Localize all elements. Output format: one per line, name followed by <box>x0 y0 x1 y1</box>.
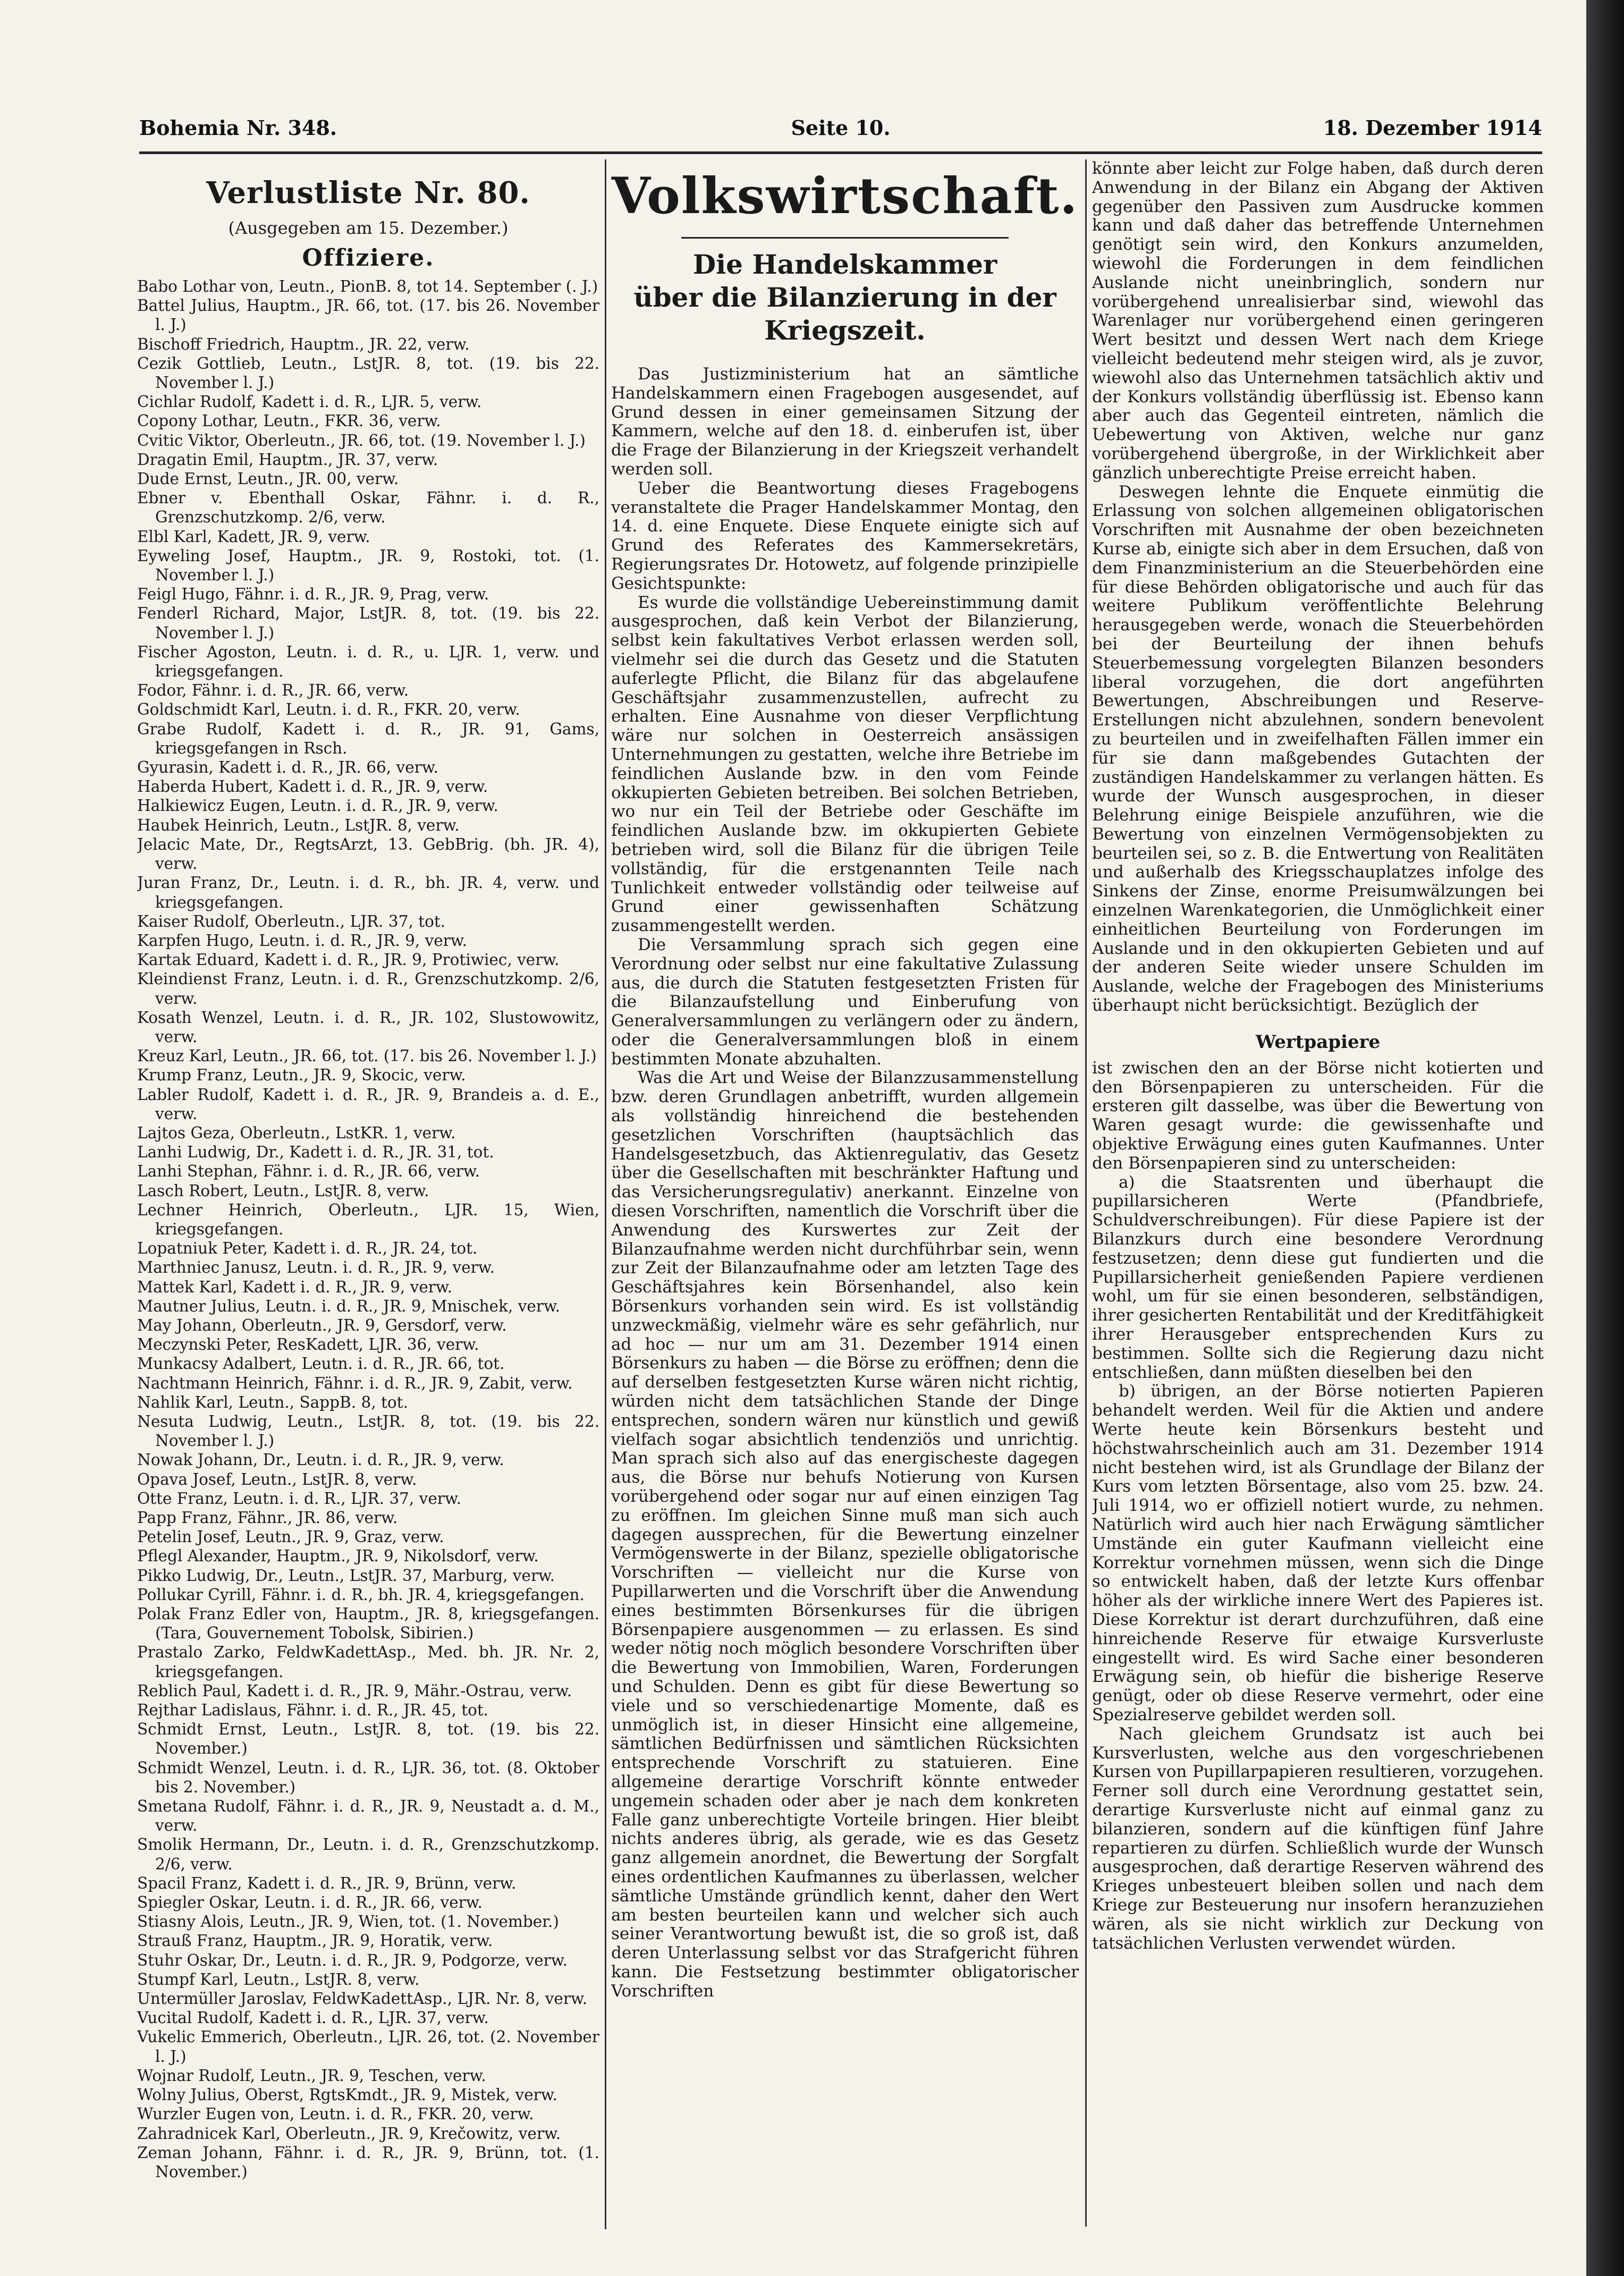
casualty-entry: Polak Franz Edler von, Hauptm., JR. 8, kriegsgefangen. (Tara, Gouvernement Tobolsk, Sibirien.) <box>137 1605 599 1643</box>
casualty-entry: Lanhi Stephan, Fähnr. i. d. R., JR. 66, verw. <box>137 1162 480 1181</box>
casualty-entry: Cvitic Viktor, Oberleutn., JR. 66, tot. (19. November l. J.) <box>137 431 586 450</box>
casualty-entry: Kleindienst Franz, Leutn. i. d. R., Grenzschutzkomp. 2/6, verw. <box>137 970 599 1008</box>
casualty-entry: Spacil Franz, Kadett i. d. R., JR. 9, Brünn, verw. <box>137 1874 517 1892</box>
continuation-column <box>1092 159 1544 2232</box>
casualty-entry: Lechner Heinrich, Oberleutn., LJR. 15, Wien, kriegsgefangen. <box>137 1200 599 1238</box>
casualty-entry: Feigl Hugo, Fähnr. i. d. R., JR. 9, Prag, verw. <box>137 585 489 604</box>
casualty-entry: Mattek Karl, Kadett i. d. R., JR. 9, verw. <box>137 1277 453 1296</box>
casualty-entry: Gyurasin, Kadett i. d. R., JR. 66, verw. <box>137 758 438 777</box>
article-body <box>611 365 1079 2001</box>
casualty-entry: Elbl Karl, Kadett, JR. 9, verw. <box>137 527 370 546</box>
article-paragraph: könnte aber leicht zur Folge haben, daß durch deren Anwendung in der Bilanz ein Abgang der Aktiven gegenüber den Passiven zum Ausdrucke kommen kann und daß daher das betreffende Unternehmen genötigt sein wird, den Konkurs anzumelden, wiewohl die Forderungen in dem feindlichen Auslande nicht uneinbringlich, sondern nur vorübergehend unrealisierbar sind, wiewohl das Warenlager nur vorübergehend einen geringeren Wert besitzt und dessen Wert nach dem Kriege vielleicht bedeutend mehr steigen wird, als je zuvor, wiewohl also das Unternehmen tatsächlich aktiv und der Konkurs vollständig überflüssig ist. Ebenso kann aber auch das Gegenteil eintreten, nämlich die Uebewertung von Aktiven, welche nur ganz vorübergehend übergroße, in der Wirklichkeit aber gänzlich unberechtigte Preise erreicht haben. <box>1092 159 1544 483</box>
casualty-entry: Cichlar Rudolf, Kadett i. d. R., LJR. 5, verw. <box>137 393 482 411</box>
article-paragraph: Deswegen lehnte die Enquete einmütig die Erlassung von solchen allgemeinen obligatorischen Vorschriften mit Ausnahme der oben bezeichneten Kurse ab, einigte sich aber in dem Ersuchen, daß von dem Finanzministerium an die Steuerbehörden eine für diese Behörden obligatorische und auch für das weitere Publikum veröffentlichte Belehrung herausgegeben werde, wonach die Steuerbehörden bei der Beurteilung der ihnen behufs Steuerbemessung vorgelegten Bilanzen besonders liberal vorzugehen, die dort angeführten Bewertungen, Abschreibungen und Reserve-Erstellungen nicht abzulehnen, sondern benevolent zu beurteilen und in zweifelhaften Fällen immer ein für sie dann maßgebendes Gutachten der zuständigen Handelskammer zu verlangen hätten. Es wurde der Wunsch ausgesprochen, in dieser Belehrung einige Beispiele anzuführen, wie die Bewertung von einzelnen Vermögensobjekten zu beurteilen sei, so z. B. die Entwertung von Realitäten und außerhalb des Kriegsschauplatzes infolge des Sinkens der Zinse, enorme Preisumwälzungen bei einzelnen Warenkategorien, die Unmöglichkeit einer einheitlichen Beurteilung von Forderungen im Auslande und in den okkupierten Gebieten und auf der anderen Seite wieder unsere Schulden im Auslande, welche der Fragebogen des Ministeriums überhaupt nicht berücksichtigt. Bezüglich der <box>1092 482 1544 1016</box>
casualty-entry: Fodor, Fähnr. i. d. R., JR. 66, verw. <box>137 681 409 700</box>
article-paragraph: ist zwischen den an der Börse nicht kotierten und den Börsenpapieren zu unterscheiden. Für die ersteren gilt dasselbe, was über die Bewertung von Waren gesagt wurde: die gewissenhafte und objektive Erwägung eines guten Kaufmannes. Unter den Börsenpapieren sind zu unterscheiden: <box>1092 1058 1544 1173</box>
casualty-list-title: Verlustliste Nr. 80. <box>206 175 530 210</box>
casualty-entry: Nesuta Ludwig, Leutn., LstJR. 8, tot. (19. bis 22. November l. J.) <box>137 1412 599 1450</box>
casualty-entry: Karpfen Hugo, Leutn. i. d. R., JR. 9, verw. <box>137 931 467 950</box>
casualty-entry: Untermüller Jaroslav, FeldwKadettAsp., LJR. Nr. 8, verw. <box>137 1990 588 2008</box>
scanner-edge <box>1586 0 1624 2276</box>
casualty-entry: Goldschmidt Karl, Leutn. i. d. R., FKR. 20, verw. <box>137 700 520 719</box>
article-continuation-securities <box>1092 1059 1544 1953</box>
casualty-entry: Jelacic Mate, Dr., RegtsArzt, 13. GebBrig. (bh. JR. 4), verw. <box>137 835 599 873</box>
casualty-entry: Fischer Agoston, Leutn. i. d. R., u. LJR. 1, verw. und kriegsgefangen. <box>137 642 599 681</box>
article-paragraph: b) übrigen, an der Börse notierten Papieren behandelt werden. Weil für die Aktien und andere Werte heute kein Börsenkurs besteht und höchstwahrscheinlich auch am 31. Dezember 1914 nicht bestehen wird, ist als Grundlage der Bilanz der Kurs vom letzten Börsentage, also vom 25. bzw. 24. Juli 1914, wo er offiziell notiert wurde, zu nehmen. Natürlich wird auch hier nach Erwägung sämtlicher Umstände ein guter Kaufmann vielleicht eine Korrektur vornehmen müssen, wenn sich die Dinge so entwickelt haben, daß der letzte Kurs offenbar höher als der wirkliche innere Wert des Papieres ist. Diese Korrektur ist derart durchzuführen, daß eine hinreichende Reserve für etwaige Kursverluste eingestellt wird. Es wird Sache einer besonderen Erwägung sein, ob hiefür die bisherige Reserve genügt, oder ob diese Reserve vermehrt, oder eine Spezialreserve gebildet werden soll. <box>1092 1382 1544 1724</box>
casualty-entry: Mautner Julius, Leutn. i. d. R., JR. 9, Mnischek, verw. <box>137 1297 561 1315</box>
casualty-entries <box>137 277 599 2181</box>
casualty-entry: Wurzler Eugen von, Leutn. i. d. R., FKR. 20, verw. <box>137 2105 534 2123</box>
casualty-entry: Wolny Julius, Oberst, RgtsKmdt., JR. 9, Mistek, verw. <box>137 2086 557 2104</box>
section-title: Volkswirtschaft. <box>611 167 1079 225</box>
casualty-entry: Vukelic Emmerich, Oberleutn., LJR. 26, tot. (2. November l. J.) <box>137 2028 599 2066</box>
article-headline: Die Handelskammer <box>692 249 997 280</box>
casualty-list-issued: (Ausgegeben am 15. Dezember.) <box>228 218 509 238</box>
casualty-entry: Kosath Wenzel, Leutn. i. d. R., JR. 102, Slustowowitz, verw. <box>137 1008 599 1046</box>
casualty-entry: Nahlik Karl, Leutn., SappB. 8, tot. <box>137 1393 408 1411</box>
casualty-entry: Meczynski Peter, ResKadett, LJR. 36, verw. <box>137 1335 479 1354</box>
header-paper-name: Bohemia Nr. 348. <box>139 116 337 140</box>
casualty-entry: Kaiser Rudolf, Oberleutn., LJR. 37, tot. <box>137 912 446 930</box>
casualty-list-column <box>137 159 599 2232</box>
article-paragraph: Es wurde die vollständige Uebereinstimmung damit ausgesprochen, daß kein Verbot der Bilanzierung, selbst kein fakultatives Verbot erlassen werden soll, vielmehr sei die durch das Gesetz und die Statuten auferlegte Pflicht, die Bilanz für das abgelaufene Geschäftsjahr zusammenzustellen, aufrecht zu erhalten. Eine Ausnahme von dieser Verpflichtung wäre nur solchen in Oesterreich ansässigen Unternehmungen zu gestatten, welche ihre Betriebe im feindlichen Auslande bzw. in den vom Feinde okkupierten Gebieten betreiben. Bei solchen Betrieben, wo nur ein Teil der Betriebe oder Geschäfte im feindlichen Auslande bzw. im okkupierten Gebiete betrieben wird, soll die Bilanz für die übrigen Teile vollständig, für die erstgenannten Teile nach Tunlichkeit entweder vollständig oder teilweise auf Grund einer gewissenhaften Schätzung zusammengestellt werden. <box>611 593 1079 936</box>
casualty-entry: Grabe Rudolf, Kadett i. d. R., JR. 91, Gams, kriegsgefangen in Rsch. <box>137 720 599 757</box>
casualty-entry: Halkiewicz Eugen, Leutn. i. d. R., JR. 9, verw. <box>137 797 498 815</box>
casualty-entry: Lopatniuk Peter, Kadett i. d. R., JR. 24, tot. <box>137 1239 478 1258</box>
casualty-entry: Wojnar Rudolf, Leutn., JR. 9, Teschen, verw. <box>137 2066 486 2085</box>
casualty-entry: Zahradnicek Karl, Oberleutn., JR. 9, Krečowitz, verw. <box>137 2124 561 2143</box>
casualty-entry: Pikko Ludwig, Dr., Leutn., LstJR. 37, Marburg, verw. <box>137 1566 555 1585</box>
header-page-number: Seite 10. <box>791 116 891 140</box>
casualty-entry: Rejthar Ladislaus, Fähnr. i. d. R., JR. 45, tot. <box>137 1701 489 1720</box>
casualty-entry: Petelin Josef, Leutn., JR. 9, Graz, verw. <box>137 1528 444 1546</box>
casualty-entry: Ebner v. Ebenthall Oskar, Fähnr. i. d. R., Grenzschutzkomp. 2/6, verw. <box>137 489 599 527</box>
casualty-list-section: Offiziere. <box>302 244 435 272</box>
casualty-entry: Smolik Hermann, Dr., Leutn. i. d. R., Grenzschutzkomp. 2/6, verw. <box>137 1835 599 1873</box>
casualty-entry: Otte Franz, Leutn. i. d. R., LJR. 37, verw. <box>137 1489 462 1508</box>
casualty-entry: Zeman Johann, Fähnr. i. d. R., JR. 9, Brünn, tot. (1. November.) <box>137 2143 599 2181</box>
casualty-entry: Nachtmann Heinrich, Fähnr. i. d. R., JR. 9, Zabit, verw. <box>137 1374 573 1392</box>
casualty-entry: Spiegler Oskar, Leutn. i. d. R., JR. 66, verw. <box>137 1893 483 1912</box>
casualty-entry: Lajtos Geza, Oberleutn., LstKR. 1, verw. <box>137 1123 456 1142</box>
page-header <box>139 116 1542 148</box>
article-paragraph: a) die Staatsrenten und überhaupt die pupillarsicheren Werte (Pfandbriefe, Schuldverschreibungen). Für diese Papiere ist der Bilanzkurs durch eine besondere Verordnung festzusetzen; denn diese gut fundierten und die Pupillarsicherheit genießenden Papiere verdienen wohl, um für sie einen besonderen, selbständigen, ihrer gesicherten Rentabilität und der Kreditfähigkeit ihrer Herausgeber entsprechenden Kurs zu bestimmen. Sollte sich die Regierung dazu nicht entschließen, dann müßten dieselben bei den <box>1092 1172 1544 1382</box>
casualty-entry: Haberda Hubert, Kadett i. d. R., JR. 9, verw. <box>137 777 488 796</box>
casualty-entry: Lasch Robert, Leutn., LstJR. 8, verw. <box>137 1181 429 1200</box>
casualty-entry: Battel Julius, Hauptm., JR. 66, tot. (17. bis 26. November l. J.) <box>137 297 599 334</box>
casualty-entry: Dragatin Emil, Hauptm., JR. 37, verw. <box>137 450 438 469</box>
casualty-entry: Opava Josef, Leutn., LstJR. 8, verw. <box>137 1470 417 1488</box>
casualty-entry: Marthniec Janusz, Leutn. i. d. R., JR. 9, verw. <box>137 1258 495 1277</box>
casualty-entry: Prastalo Zarko, FeldwKadettAsp., Med. bh. JR. Nr. 2, kriegsgefangen. <box>137 1643 599 1681</box>
column-divider-1 <box>605 159 606 2229</box>
casualty-entry: Dude Ernst, Leutn., JR. 00, verw. <box>137 470 399 488</box>
casualty-entry: Vucital Rudolf, Kadett i. d. R., LJR. 37, verw. <box>137 2009 489 2027</box>
casualty-entry: Pollukar Cyrill, Fähnr. i. d. R., bh. JR. 4, kriegsgefangen. <box>137 1585 585 1604</box>
casualty-entry: Schmidt Wenzel, Leutn. i. d. R., LJR. 36, tot. (8. Oktober bis 2. November.) <box>137 1758 599 1796</box>
casualty-entry: Stiasny Alois, Leutn., JR. 9, Wien, tot. (1. November.) <box>137 1913 559 1931</box>
article-subhead: Wertpapiere <box>1255 1031 1381 1053</box>
casualty-entry: Kreuz Karl, Leutn., JR. 66, tot. (17. bis 26. November l. J.) <box>137 1047 597 1065</box>
casualty-entry: Babo Lothar von, Leutn., PionB. 8, tot 14. September (. J.) <box>137 277 598 295</box>
article-continuation <box>1092 159 1544 1016</box>
article-paragraph: Ueber die Beantwortung dieses Fragebogens veranstaltete die Prager Handelskammer Montag, den 14. d. eine Enquete. Diese Enquete einigte sich auf Grund des Referates des Kammersekretärs, Regierungsrates Dr. Hotowetz, auf folgende prinzipielle Gesichtspunkte: <box>611 478 1079 593</box>
article-paragraph: Was die Art und Weise der Bilanzzusammenstellung bzw. deren Grundlagen anbetrifft, wurden allgemein als vollständig hinreichend die bestehenden gesetzlichen Vorschriften (hauptsächlich das Handelsgesetzbuch, das Aktienregulativ, das Gesetz über die Gesellschaften mit beschränkter Haftung und das Versicherungsregulativ) anerkannt. Einzelne von diesen Vorschriften, namentlich die Vorschrift über die Anwendung des Kurswertes zur Zeit der Bilanzaufnahme werden nicht durchführbar sein, wenn zur Zeit der Bilanzaufnahme oder am letzten Tage des Geschäftsjahres kein Börsenhandel, also kein Börsenkurs vorhanden sein wird. Es ist vollständig unzweckmäßig, vielmehr wäre es sehr gefährlich, nur ad hoc — nur um am 31. Dezember 1914 einen Börsenkurs zu haben — die Börse zu eröffnen; denn die auf derselben festgesetzten Kurse wären nicht richtig, würden nicht dem tatsächlichen Stande der Dinge entsprechen, sondern wären nur künstlich und gewiß vielfach sogar absichtlich tendenziös und unrichtig. Man sprach sich also auf das energischeste dagegen aus, die Börse nur behufs Notierung von Kursen vorübergehend oder sogar nur auf einen einzigen Tag zu eröffnen. Im gleichen Sinne muß man sich auch dagegen aussprechen, für die Bewertung einzelner Vermögenswerte in der Bilanz, spezielle obligatorische Vorschriften — vielleicht nur die Kurse von Pupillarwerten und die Vorschrift über die Anwendung eines bestimmten Börsenkurses für die übrigen Börsenpapiere ausgenommen — zu erlassen. Es sind weder nötig noch möglich besondere Vorschriften über die Bewertung von Immobilien, Waren, Forderungen und Schulden. Denn es gibt für diese Bewertung so viele und so verschiedenartige Momente, daß es unmöglich ist, in dieser Hinsicht eine allgemeine, sämtlichen Bedürfnissen und sämtlichen Rücksichten entsprechende Vorschrift zu statuieren. Eine allgemeine derartige Vorschrift könnte entweder ungemein schaden oder aber je nach dem konkreten Falle ganz unberechtigte Vorteile bringen. Hier bleibt nichts anderes übrig, als gerade, wie es das Gesetz ganz allgemein anordnet, die Bewertung der Sorgfalt eines ordentlichen Kaufmannes zu überlassen, welcher sämtliche Umstände gründlich kennt, daher den Wert am besten beurteilen kann und welcher sich auch seiner Verantwortung bewußt ist, die so groß ist, daß deren Unterlassung selbst vor das Strafgericht führen kann. Die Festsetzung bestimmter obligatorischer Vorschriften <box>611 1068 1079 2001</box>
casualty-entry: Labler Rudolf, Kadett i. d. R., JR. 9, Brandeis a. d. E., verw. <box>137 1085 599 1123</box>
casualty-entry: Nowak Johann, Dr., Leutn. i. d. R., JR. 9, verw. <box>137 1451 504 1469</box>
casualty-entry: Strauß Franz, Hauptm., JR. 9, Horatik, verw. <box>137 1932 493 1950</box>
article-paragraph: Nach gleichem Grundsatz ist auch bei Kursverlusten, welche aus den vorgeschriebenen Kursen von Pupillarpapieren resultieren, vorzugehen. Ferner soll durch eine Verordnung gestattet sein, derartige Kursverluste nicht auf einmal ganz zu bilanzieren, sondern auf die künftigen fünf Jahre repartieren zu dürfen. Schließlich wurde der Wunsch ausgesprochen, daß derartige Reserven während des Krieges unbesteuert bleiben sollen und nach dem Kriege zur Besteuerung nur insofern heranzuziehen wären, als sie nicht wirklich zur Deckung von tatsächlichen Verlusten verwendet würden. <box>1092 1724 1544 1953</box>
casualty-entry: Stuhr Oskar, Dr., Leutn. i. d. R., JR. 9, Podgorze, verw. <box>137 1951 568 1969</box>
casualty-entry: Krump Franz, Leutn., JR. 9, Skocic, verw. <box>137 1066 466 1085</box>
header-rule <box>139 151 1542 154</box>
article-paragraph: Die Versammlung sprach sich gegen eine Verordnung oder selbst nur eine fakultative Zulassung aus, die durch die Statuten festgesetzten Fristen für die Bilanzaufstellung und Einberufung von Generalversammlungen zu verlängern oder zu ändern, oder die Generalversammlungen bloß in einem bestimmten Monate abzuhalten. <box>611 935 1079 1069</box>
casualty-entry: Cezik Gottlieb, Leutn., LstJR. 8, tot. (19. bis 22. November l. J.) <box>137 354 599 392</box>
economy-column <box>611 159 1079 2232</box>
casualty-entry: May Johann, Oberleutn., JR. 9, Gersdorf, verw. <box>137 1316 507 1334</box>
casualty-entry: Haubek Heinrich, Leutn., LstJR. 8, verw. <box>137 816 460 834</box>
casualty-entry: Smetana Rudolf, Fähnr. i. d. R., JR. 9, Neustadt a. d. M., verw. <box>137 1797 599 1835</box>
casualty-entry: Schmidt Ernst, Leutn., LstJR. 8, tot. (19. bis 22. November.) <box>137 1720 599 1758</box>
casualty-entry: Fenderl Richard, Major, LstJR. 8, tot. (19. bis 22. November l. J.) <box>137 604 599 642</box>
casualty-entry: Reblich Paul, Kadett i. d. R., JR. 9, Mähr.-Ostrau, verw. <box>137 1681 572 1700</box>
article-subheadline: über die Bilanzierung in der Kriegszeit. <box>633 282 1056 346</box>
casualty-entry: Pflegl Alexander, Hauptm., JR. 9, Nikolsdorf, verw. <box>137 1547 539 1566</box>
casualty-entry: Munkacsy Adalbert, Leutn. i. d. R., JR. 66, tot. <box>137 1355 505 1373</box>
casualty-entry: Papp Franz, Fähnr., JR. 86, verw. <box>137 1509 398 1527</box>
casualty-entry: Kartak Eduard, Kadett i. d. R., JR. 9, Protiwiec, verw. <box>137 951 560 969</box>
casualty-entry: Stumpf Karl, Leutn., LstJR. 8, verw. <box>137 1970 420 1989</box>
casualty-entry: Bischoff Friedrich, Hauptm., JR. 22, verw. <box>137 335 470 353</box>
article-paragraph: Das Justizministerium hat an sämtliche Handelskammern einen Fragebogen ausgesendet, auf Grund dessen in einer gemeinsamen Sitzung der Kammern, welche auf den 18. d. einberufen ist, über die Frage der Bilanzierung in der Kriegszeit verhandelt werden soll. <box>611 365 1079 479</box>
header-date: 18. Dezember 1914 <box>1323 116 1542 140</box>
casualty-entry: Copony Lothar, Leutn., FKR. 36, verw. <box>137 412 441 430</box>
column-divider-2 <box>1085 159 1087 2227</box>
casualty-entry: Eyweling Josef, Hauptm., JR. 9, Rostoki, tot. (1. November l. J.) <box>137 546 599 585</box>
section-rule <box>681 237 1009 239</box>
casualty-entry: Juran Franz, Dr., Leutn. i. d. R., bh. JR. 4, verw. und kriegsgefangen. <box>137 874 599 911</box>
casualty-entry: Lanhi Ludwig, Dr., Kadett i. d. R., JR. 31, tot. <box>137 1143 494 1162</box>
